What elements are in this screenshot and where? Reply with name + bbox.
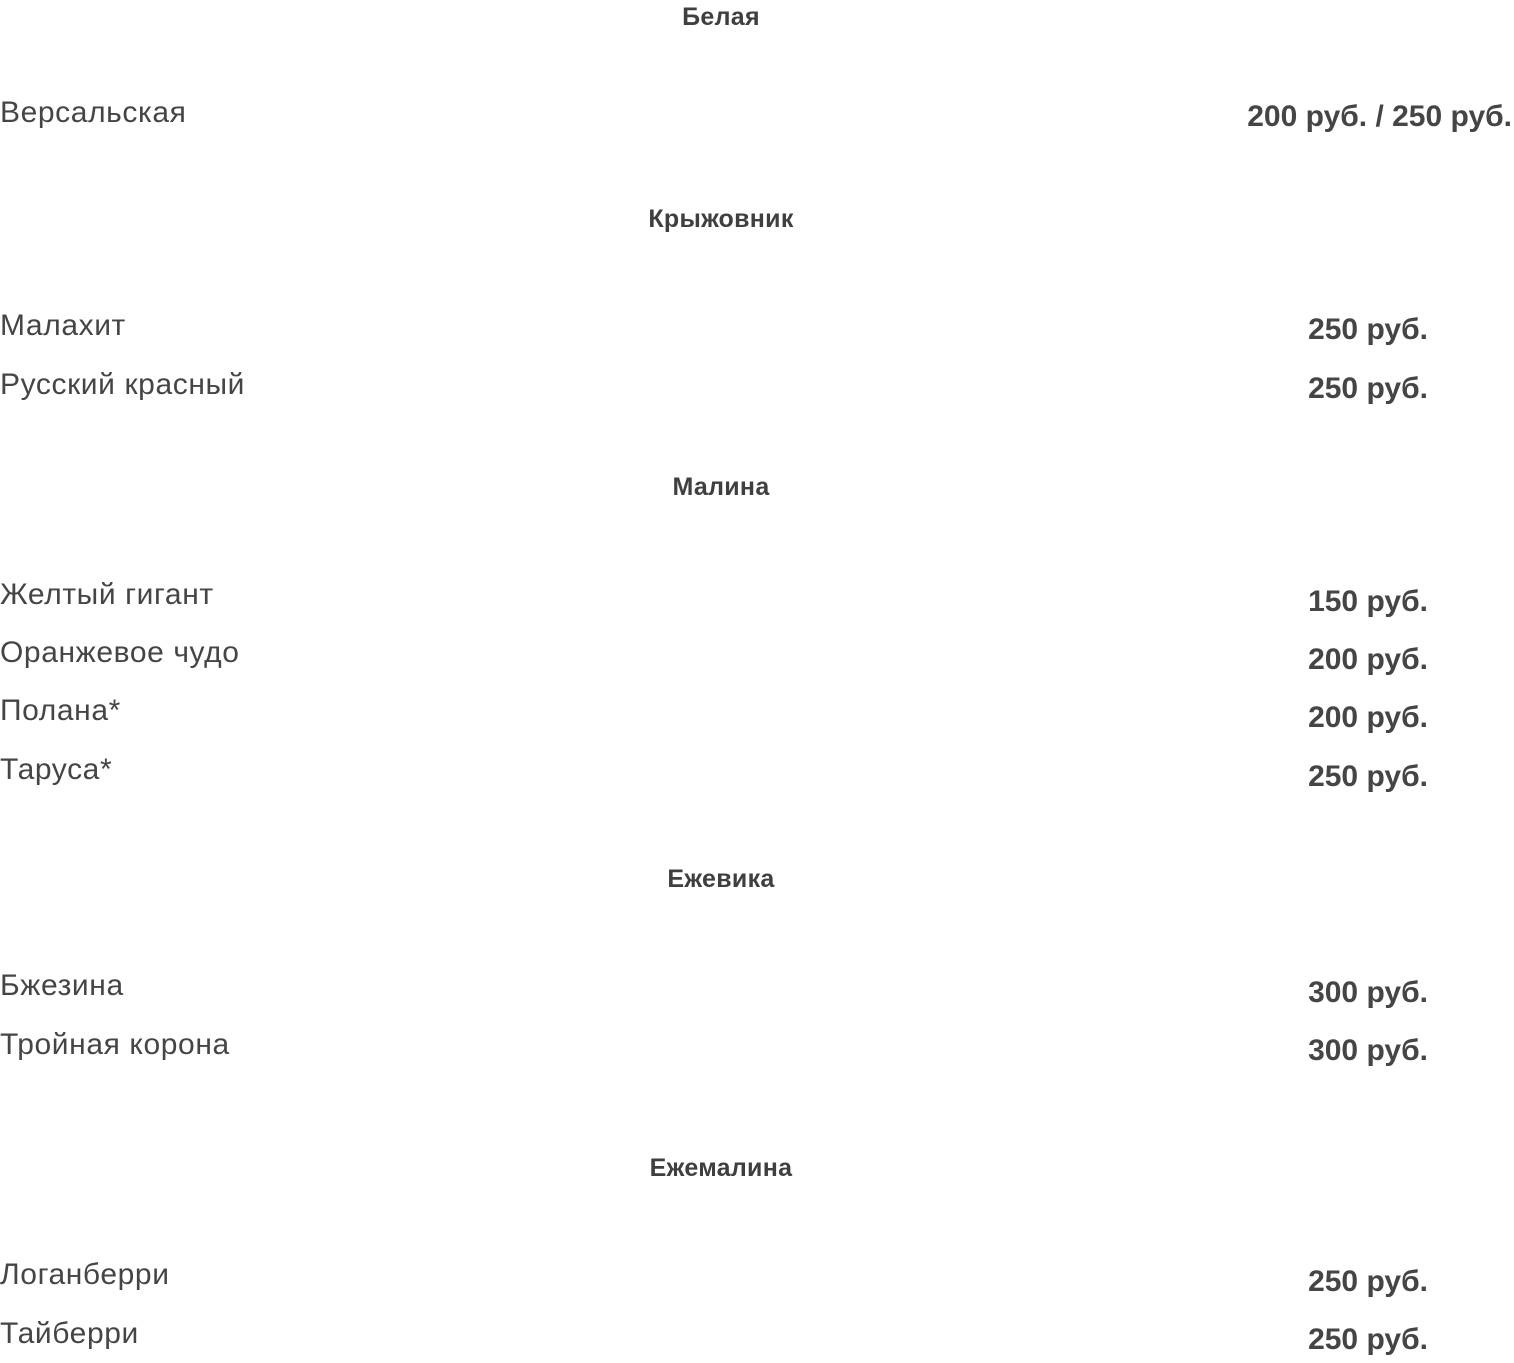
item-price: 250 руб. <box>1308 313 1428 346</box>
item-price: 150 руб. <box>1308 585 1428 618</box>
item-name: Русский красный <box>0 368 246 401</box>
item-price: 250 руб. <box>1308 760 1428 793</box>
item-name: Логанберри <box>0 1258 170 1291</box>
section-title-kryzhovnik: Крыжовник <box>648 205 794 233</box>
item-name: Малахит <box>0 309 126 342</box>
item-price: 200 руб. <box>1308 701 1428 734</box>
section-title-malina: Малина <box>672 473 770 501</box>
item-name: Желтый гигант <box>0 578 214 611</box>
item-price: 300 руб. <box>1308 1034 1428 1067</box>
item-price: 250 руб. <box>1308 1265 1428 1298</box>
item-price: 200 руб. <box>1308 643 1428 676</box>
section-title-ezhemalina: Ежемалина <box>649 1154 793 1182</box>
section-title-belaya: Белая <box>682 3 760 31</box>
item-name: Оранжевое чудо <box>0 636 240 669</box>
item-name: Тайберри <box>0 1317 139 1350</box>
item-price: 300 руб. <box>1308 976 1428 1009</box>
item-name: Таруса* <box>0 753 113 786</box>
item-name: Бжезина <box>0 969 124 1002</box>
item-name: Тройная корона <box>0 1028 230 1061</box>
section-title-ezhevika: Ежевика <box>667 865 775 893</box>
item-name: Полана* <box>0 694 121 727</box>
item-price: 250 руб. <box>1308 372 1428 405</box>
item-name: Версальская <box>0 96 187 129</box>
item-price: 200 руб. / 250 руб. <box>1247 100 1512 133</box>
item-price: 250 руб. <box>1308 1323 1428 1356</box>
